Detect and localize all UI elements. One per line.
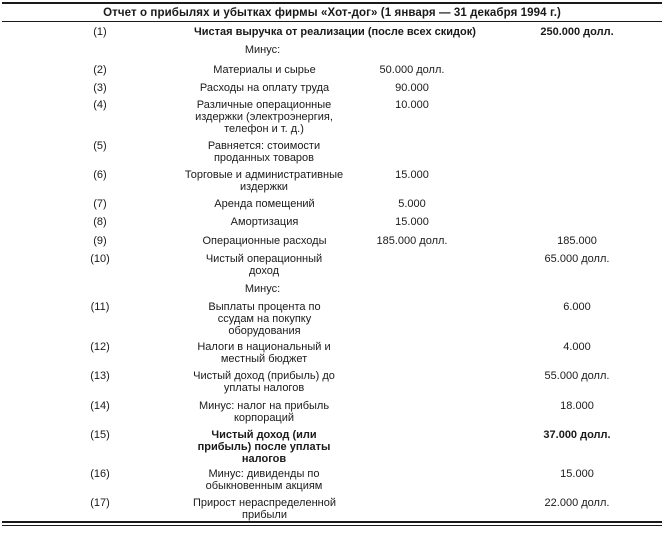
row-description: Выплаты процента по ссудам на покупку оборудования (208, 301, 321, 337)
row-number: (7) (93, 198, 107, 210)
row-description: Минус: (244, 44, 281, 56)
row-description: Равняется: стоимости проданных товаров (207, 140, 321, 164)
row-description: Торговые и административные издержки (184, 169, 344, 193)
income-statement-table (2, 2, 662, 526)
row-total: 22.000 долл. (544, 497, 610, 509)
row-total: 55.000 долл. (544, 370, 610, 382)
row-amount: 90.000 (395, 82, 429, 94)
row-total: 6.000 (563, 301, 591, 313)
row-description: Минус: дивиденды по обыкновенным акциям (205, 468, 323, 492)
row-number: (6) (93, 169, 107, 181)
row-total: 4.000 (563, 341, 591, 353)
row-number: (2) (93, 64, 107, 76)
row-number: (15) (90, 429, 110, 441)
row-number: (9) (93, 235, 107, 247)
row-total: 250.000 долл. (540, 26, 614, 38)
row-amount: 185.000 долл. (376, 235, 448, 247)
row-amount: 15.000 (395, 216, 429, 228)
row-total: 18.000 (560, 400, 594, 412)
row-amount: 10.000 (395, 99, 429, 111)
row-description: Различные операционные издержки (электроэнергия, телефон и т. д.) (195, 99, 333, 135)
table-title: Отчет о прибылях и убытках фирмы «Хот-дог» (1 января — 31 декабря 1994 г.) (103, 7, 561, 19)
row-total: 65.000 долл. (544, 253, 610, 265)
row-description: Материалы и сырье (213, 64, 316, 76)
row-amount: 5.000 (398, 198, 426, 210)
row-number: (5) (93, 140, 107, 152)
row-total: 185.000 (557, 235, 597, 247)
row-number: (8) (93, 216, 107, 228)
row-number: (17) (90, 497, 110, 509)
row-description: Минус: (244, 283, 281, 295)
row-description: Чистый доход (прибыль) до уплаты налогов (193, 370, 335, 394)
row-total: 37.000 долл. (543, 429, 611, 441)
bottom-rule-thin (2, 525, 662, 526)
row-number: (12) (90, 341, 110, 353)
row-number: (10) (90, 253, 110, 265)
row-description: Аренда помещений (214, 198, 315, 210)
row-description: Операционные расходы (202, 235, 327, 247)
bottom-rule (2, 521, 662, 523)
row-number: (14) (90, 400, 110, 412)
row-description: Чистый операционный доход (205, 253, 323, 277)
row-number: (13) (90, 370, 110, 382)
header-rule (2, 21, 662, 22)
row-number: (16) (90, 468, 110, 480)
row-description: Расходы на оплату труда (199, 82, 330, 94)
row-total: 15.000 (560, 468, 594, 480)
row-description: Амортизация (230, 216, 299, 228)
top-rule (2, 2, 662, 4)
row-amount: 15.000 (395, 169, 429, 181)
row-description: Налоги в национальный и местный бюджет (197, 341, 331, 365)
row-description: Чистый доход (или прибыль) после уплаты налогов (197, 429, 331, 465)
row-description: Чистая выручка от реализации (после всех скидок) (194, 26, 476, 38)
row-number: (11) (90, 301, 110, 313)
row-number: (1) (93, 26, 107, 38)
row-description: Минус: налог на прибыль корпораций (198, 400, 330, 424)
row-description: Прирост нераспределенной прибыли (193, 497, 336, 521)
row-number: (3) (93, 82, 107, 94)
row-amount: 50.000 долл. (379, 64, 445, 76)
row-number: (4) (93, 99, 107, 111)
